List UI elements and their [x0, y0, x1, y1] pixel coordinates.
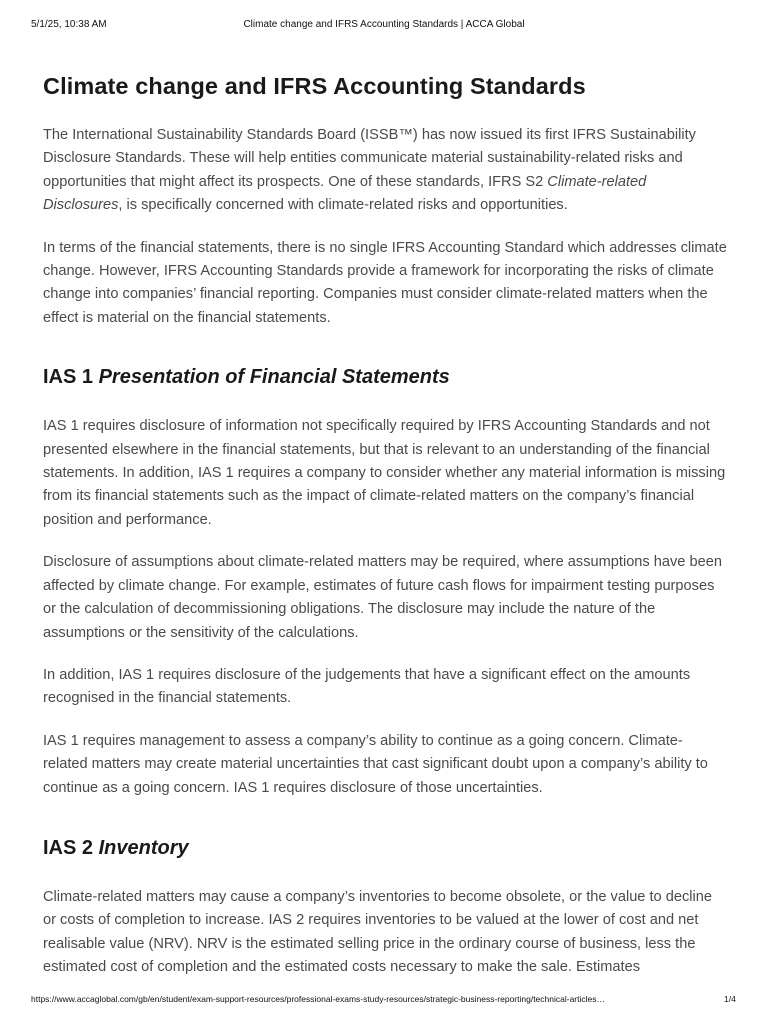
page-number: 1/4 — [724, 994, 736, 1004]
ias1-paragraph-4: IAS 1 requires management to assess a company’s ability to continue as a going concern. Climate-related matters may create material uncertainties that cast significant doubt upon a company’s ability to continue as a going concern. IAS 1 requires disclosure of those uncertainties. — [43, 732, 708, 796]
intro-paragraph-2: In terms of the financial statements, there is no single IFRS Accounting Standard which addresses climate change. However, IFRS Accounting Standards provide a framework for incorporating the risks of climate change into companies’ financial reporting. Companies must consider climate-related matters when the effect is material on the financial statements. — [43, 239, 727, 326]
print-footer — [0, 994, 768, 1008]
ias1-paragraph-1: IAS 1 requires disclosure of information not specifically required by IFRS Accounting Standards and not presented elsewhere in the financial statements, but that is relevant to an understanding of the financial statements. In addition, IAS 1 requires a company to consider whether any material information is missing from its financial statements such as the impact of climate-related matters on the company’s financial position and performance. — [43, 418, 726, 528]
article-content — [43, 70, 727, 980]
ias1-paragraph-2: Disclosure of assumptions about climate-related matters may be required, where assumptions have been affected by climate change. For example, estimates of future cash flows for impairment testing purposes or the calculation of decommissioning obligations. The disclosure may include the nature of the assumptions or the sensitivity of the calculations. — [43, 554, 722, 641]
intro-paragraph-1 — [43, 124, 727, 218]
page-title: Climate change and IFRS Accounting Standards — [43, 73, 586, 99]
ias2-name: Inventory — [98, 836, 189, 859]
ias2-code: IAS 2 — [43, 836, 99, 859]
ias1-paragraph-3: In addition, IAS 1 requires disclosure of the judgements that have a significant effect on the amounts recognised in the financial statements. — [43, 666, 691, 707]
section-heading-ias1 — [43, 363, 727, 391]
page-url[interactable]: https://www.accaglobal.com/gb/en/student/exam-support-resources/professional-exams-study-resources/strategic-business-reporting/technical-articles… — [31, 994, 605, 1004]
print-document-title: Climate change and IFRS Accounting Standards | ACCA Global — [243, 19, 525, 30]
standard-name-italic: Climate-related Disclosures — [43, 173, 647, 214]
print-header — [0, 19, 768, 33]
ias1-name: Presentation of Financial Statements — [98, 366, 450, 389]
print-timestamp: 5/1/25, 10:38 AM — [31, 19, 107, 30]
ias2-paragraph-1: Climate-related matters may cause a company’s inventories to become obsolete, or the value to decline or costs of completion to increase. IAS 2 requires inventories to be valued at the lower of cost and net realisable value (NRV). NRV is the estimated selling price in the ordinary course of business, less the estimated cost of completion and the estimated costs necessary to make the sale. Estimates — [43, 888, 712, 976]
intro-text-start: The International Sustainability Standards Board (ISSB™) has now issued its first IFRS Sustainability Disclosure Standards. These will help entities communicate material sustainability-related risks and opportunities that might affect its prospects. One of these standards, IFRS S2 — [43, 127, 696, 190]
section-heading-ias2 — [43, 834, 727, 862]
ias1-code: IAS 1 — [43, 366, 99, 389]
intro-text-end: , is specifically concerned with climate-related risks and opportunities. — [118, 197, 568, 214]
